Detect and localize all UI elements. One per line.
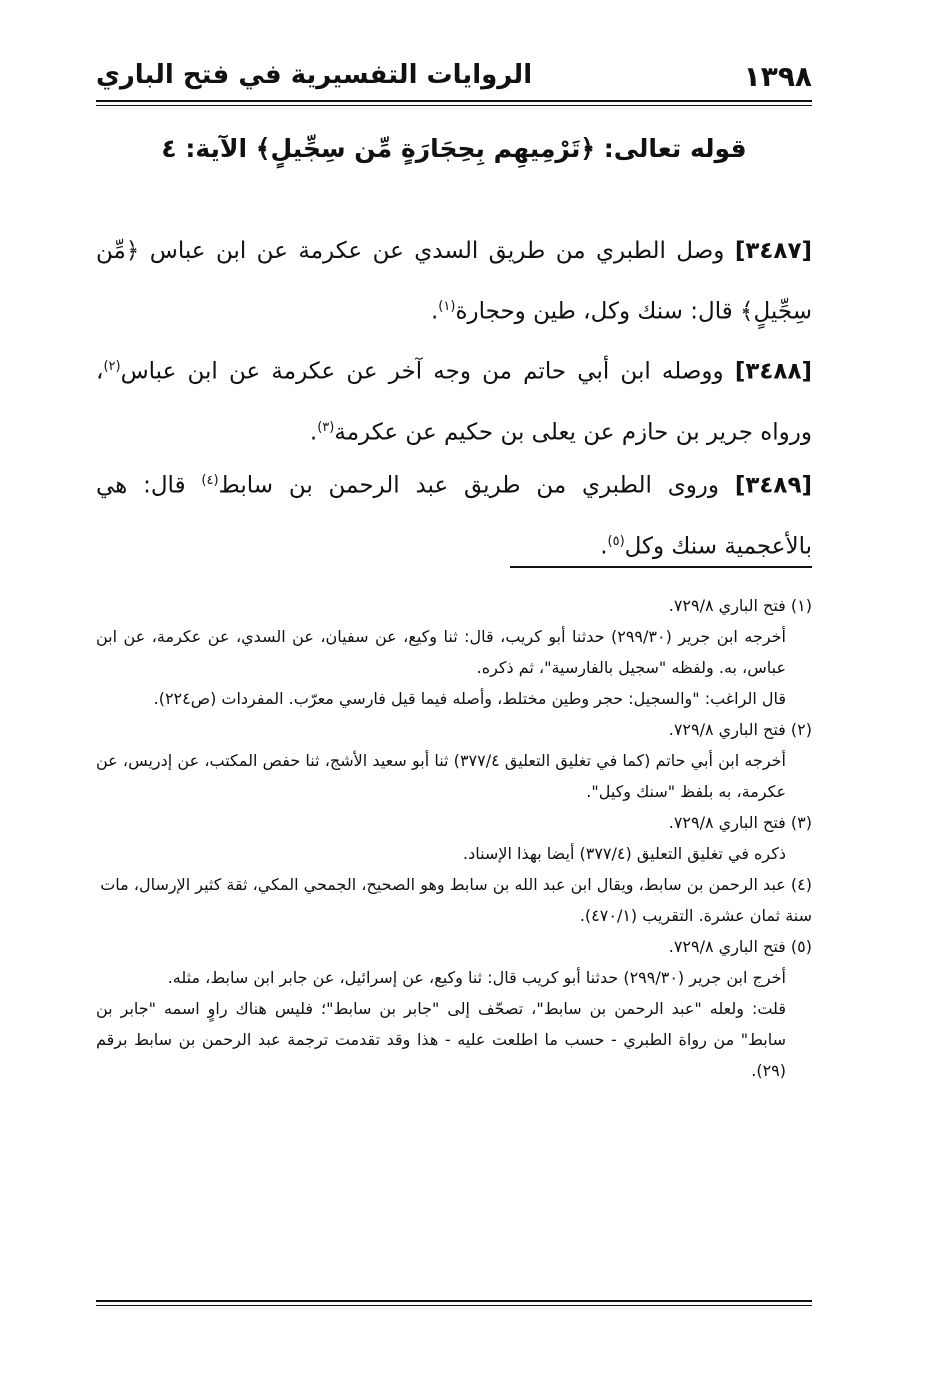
- footnotes: [96, 590, 812, 1086]
- footnote-body: قلت: ولعله "عبد الرحمن بن سابط"، تصحّف إلى "جابر بن سابط"؛ فليس هناك راوٍ اسمه "جابر بن سابط" من رواة الطبري - حسب ما اطلعت عليه - هذا وقد تقدمت ترجمة عبد الرحمن بن سابط برقم (٢٩).: [96, 999, 786, 1080]
- footnote-body: أخرجه ابن جرير (٢٩٩/٣٠) حدثنا أبو كريب، قال: ثنا وكيع، عن سفيان، عن السدي، عن عكرمة، عن ابن عباس، به. ولفظه "سجيل بالفارسية"، ثم ذكره.: [96, 627, 786, 677]
- narration-text: .: [600, 533, 608, 560]
- footnote-head: (١) فتح الباري ٧٢٩/٨.: [668, 596, 812, 615]
- book-page: [96, 0, 812, 1374]
- narration-text: قال: هي بالأعجمية سنك وكل: [96, 472, 812, 560]
- page-header: [96, 60, 812, 100]
- narration-3489: [96, 453, 812, 574]
- footnote-head: (٣) فتح الباري ٧٢٩/٨.: [668, 813, 812, 832]
- narration-text: وصل الطبري من طريق السدي عن عكرمة عن ابن عباس ﴿مِّن سِجِّيلٍ﴾ قال: سنك وكل، طين وحجارة: [96, 238, 812, 325]
- footnote-head: (٢) فتح الباري ٧٢٩/٨.: [668, 720, 812, 739]
- footnote-3: [96, 807, 812, 869]
- footnote-ref: (١): [438, 299, 456, 314]
- bottom-rule: [96, 1300, 812, 1302]
- narration-3487: [96, 223, 812, 340]
- verse-heading: قوله تعالى: ﴿تَرْمِيهِم بِحِجَارَةٍ مِّن سِجِّيلٍ﴾ الآية: ٤: [161, 134, 747, 163]
- header-rule-thin: [96, 105, 812, 106]
- narration-text: .: [430, 298, 439, 325]
- narration-text: ووصله ابن أبي حاتم من وجه آخر عن عكرمة عن ابن عباس: [120, 358, 735, 385]
- narration-number: [٣٤٨٨]: [734, 358, 812, 385]
- running-title: الروايات التفسيرية في فتح الباري: [96, 60, 533, 90]
- footnote-4: [96, 869, 812, 931]
- narration-text: ، ورواه جرير بن حازم عن يعلى بن حكيم عن عكرمة: [96, 358, 812, 446]
- footnote-body: ذكره في تغليق التعليق (٣٧٧/٤) أيضا بهذا الإسناد.: [463, 844, 786, 863]
- footnote-1: [96, 590, 812, 714]
- page-number: ١٣٩٨: [743, 60, 812, 93]
- footnote-body: أخرجه ابن أبي حاتم (كما في تغليق التعليق ٣٧٧/٤) ثنا أبو سعيد الأشج، ثنا حفص المكتب، عن إدريس، عن عكرمة، به بلفظ "سنك وكيل".: [96, 751, 787, 801]
- footnote-ref: (٢): [103, 359, 121, 374]
- narration-text: .: [309, 419, 318, 446]
- footnote-separator: [510, 566, 812, 568]
- bottom-rule-thin: [96, 1305, 812, 1306]
- footnote-body: أخرج ابن جرير (٢٩٩/٣٠) حدثنا أبو كريب قال: ثنا وكيع، عن إسرائيل، عن جابر ابن سابط، مثله.: [167, 968, 786, 987]
- footnote-2: [96, 714, 812, 807]
- header-rule: [96, 100, 812, 102]
- footnote-ref: (٣): [317, 419, 335, 435]
- narration-number: [٣٤٨٧]: [734, 238, 812, 264]
- narration-3488: [96, 339, 812, 460]
- footnote-body: قال الراغب: "والسجيل: حجر وطين مختلط، وأصله فيما قيل فارسي معرّب. المفردات (ص٢٢٤).: [153, 689, 786, 708]
- narration-number: [٣٤٨٩]: [734, 472, 813, 499]
- footnote-head: (٤) عبد الرحمن بن سابط، ويقال ابن عبد الله بن سابط وهو الصحيح، الجمحي المكي، ثقة كثير الإرسال، مات سنة ثمان عشرة. التقريب (٤٧٠/١).: [100, 875, 812, 925]
- footnote-head: (٥) فتح الباري ٧٢٩/٨.: [668, 937, 812, 956]
- footnote-ref: (٥): [607, 533, 625, 549]
- footnote-5: [96, 931, 812, 1086]
- footnote-ref: (٤): [201, 473, 219, 488]
- narration-text: وروى الطبري من طريق عبد الرحمن بن سابط: [218, 472, 735, 499]
